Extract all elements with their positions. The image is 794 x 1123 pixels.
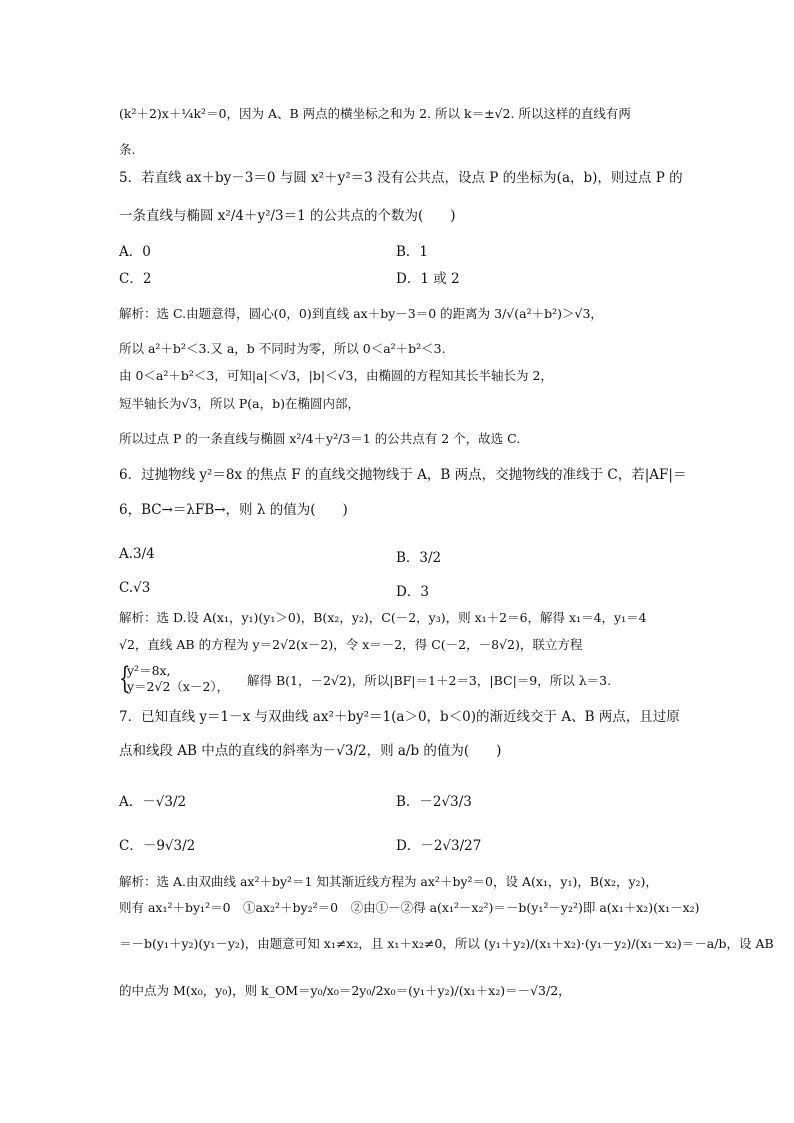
option-d: D．3 [396,584,429,600]
equation-row: y²＝8x, [127,663,171,678]
solution-line: 解析：选 C.由题意得，圆心(0，0)到直线 ax＋by－3＝0 的距离为 3/√(a²＋b²)＞√3， [119,306,603,321]
option-a: A.3/4 [119,546,155,562]
option-b: B．3/2 [396,550,442,566]
solution-line: 的中点为 M(x₀，y₀)，则 k_OM＝y₀/x₀＝2y₀/2x₀＝(y₁＋y₂)/(x₁＋x₂)＝－√3/2， [119,983,571,998]
question-7-stem: 7．已知直线 y＝1－x 与双曲线 ax²＋by²＝1(a＞0，b＜0)的渐近线交于 A、B 两点，且过原 [119,709,680,725]
option-c: C.√3 [119,580,151,596]
text-line: (k²＋2)x＋¼k²＝0，因为 A、B 两点的横坐标之和为 2. 所以 k＝±√2. 所以这样的直线有两 [119,106,631,121]
solution-line: 短半轴长为√3，所以 P(a，b)在椭圆内部， [119,396,361,411]
solution-line: 解析：选 A.由双曲线 ax²＋by²＝1 知其渐近线方程为 ax²＋by²＝0，设 A(x₁，y₁)，B(x₂，y₂)， [119,874,658,889]
option-b: B．1 [396,244,429,260]
solution-line: 解析：选 D.设 A(x₁，y₁)(y₁＞0)，B(x₂，y₂)，C(－2，y₃)，则 x₁＋2＝6，解得 x₁＝4，y₁＝4 [119,610,647,625]
question-6-stem: 6．过抛物线 y²＝8x 的焦点 F 的直线交抛物线于 A，B 两点，交抛物线的准线于 C，若|AF|＝ [119,467,687,483]
solution-line: 所以过点 P 的一条直线与椭圆 x²/4＋y²/3＝1 的公共点有 2 个，故选 C. [119,431,521,446]
solution-line: 则有 ax₁²＋by₁²＝0 ①ax₂²＋by₂²＝0 ②由①－②得 a(x₁²－x₂²)＝－b(y₁²－y₂²)即 a(x₁＋x₂)(x₁－x₂) [119,900,700,915]
option-a: A．0 [119,244,151,260]
question-6-stem: 6，BC→＝λFB→，则 λ 的值为( ) [119,502,348,518]
solution-line: 由 0＜a²＋b²＜3，可知|a|＜√3，|b|＜√3，由椭圆的方程知其长半轴长为 2， [119,368,553,383]
solution-line: ＝－b(y₁＋y₂)(y₁－y₂)，由题意可知 x₁≠x₂，且 x₁＋x₂≠0，所以 (y₁＋y₂)/(x₁＋x₂)·(y₁－y₂)/(x₁－x₂)＝－a/b，设 AB [119,936,774,951]
option-a: A．－√3/2 [119,794,187,810]
question-7-stem: 点和线段 AB 中点的直线的斜率为－√3/2，则 a/b 的值为( ) [119,743,502,759]
solution-line: 解得 B(1，－2√2)，所以|BF|＝1＋2＝3，|BC|＝9，所以 λ＝3. [247,673,612,688]
option-c: C．－9√3/2 [119,838,196,854]
option-c: C．2 [119,271,152,287]
text-line: 条. [119,142,136,157]
equation-system: { y²＝8x, y＝2√2（x－2）， [119,661,230,696]
solution-line: 所以 a²＋b²＜3.又 a，b 不同时为零，所以 0＜a²＋b²＜3. [119,341,446,356]
question-5-stem: 5．若直线 ax＋by－3＝0 与圆 x²＋y²＝3 没有公共点，设点 P 的坐标为(a，b)，则过点 P 的 [119,170,683,186]
question-5-stem: 一条直线与椭圆 x²/4＋y²/3＝1 的公共点的个数为( ) [119,208,456,224]
option-d: D．－2√3/27 [396,838,482,854]
option-b: B．－2√3/3 [396,794,472,810]
solution-line: √2，直线 AB 的方程为 y＝2√2(x－2)，令 x＝－2，得 C(－2，－8√2)，联立方程 [119,637,583,652]
option-d: D．1 或 2 [396,271,460,287]
equation-row: y＝2√2（x－2）， [127,679,230,694]
